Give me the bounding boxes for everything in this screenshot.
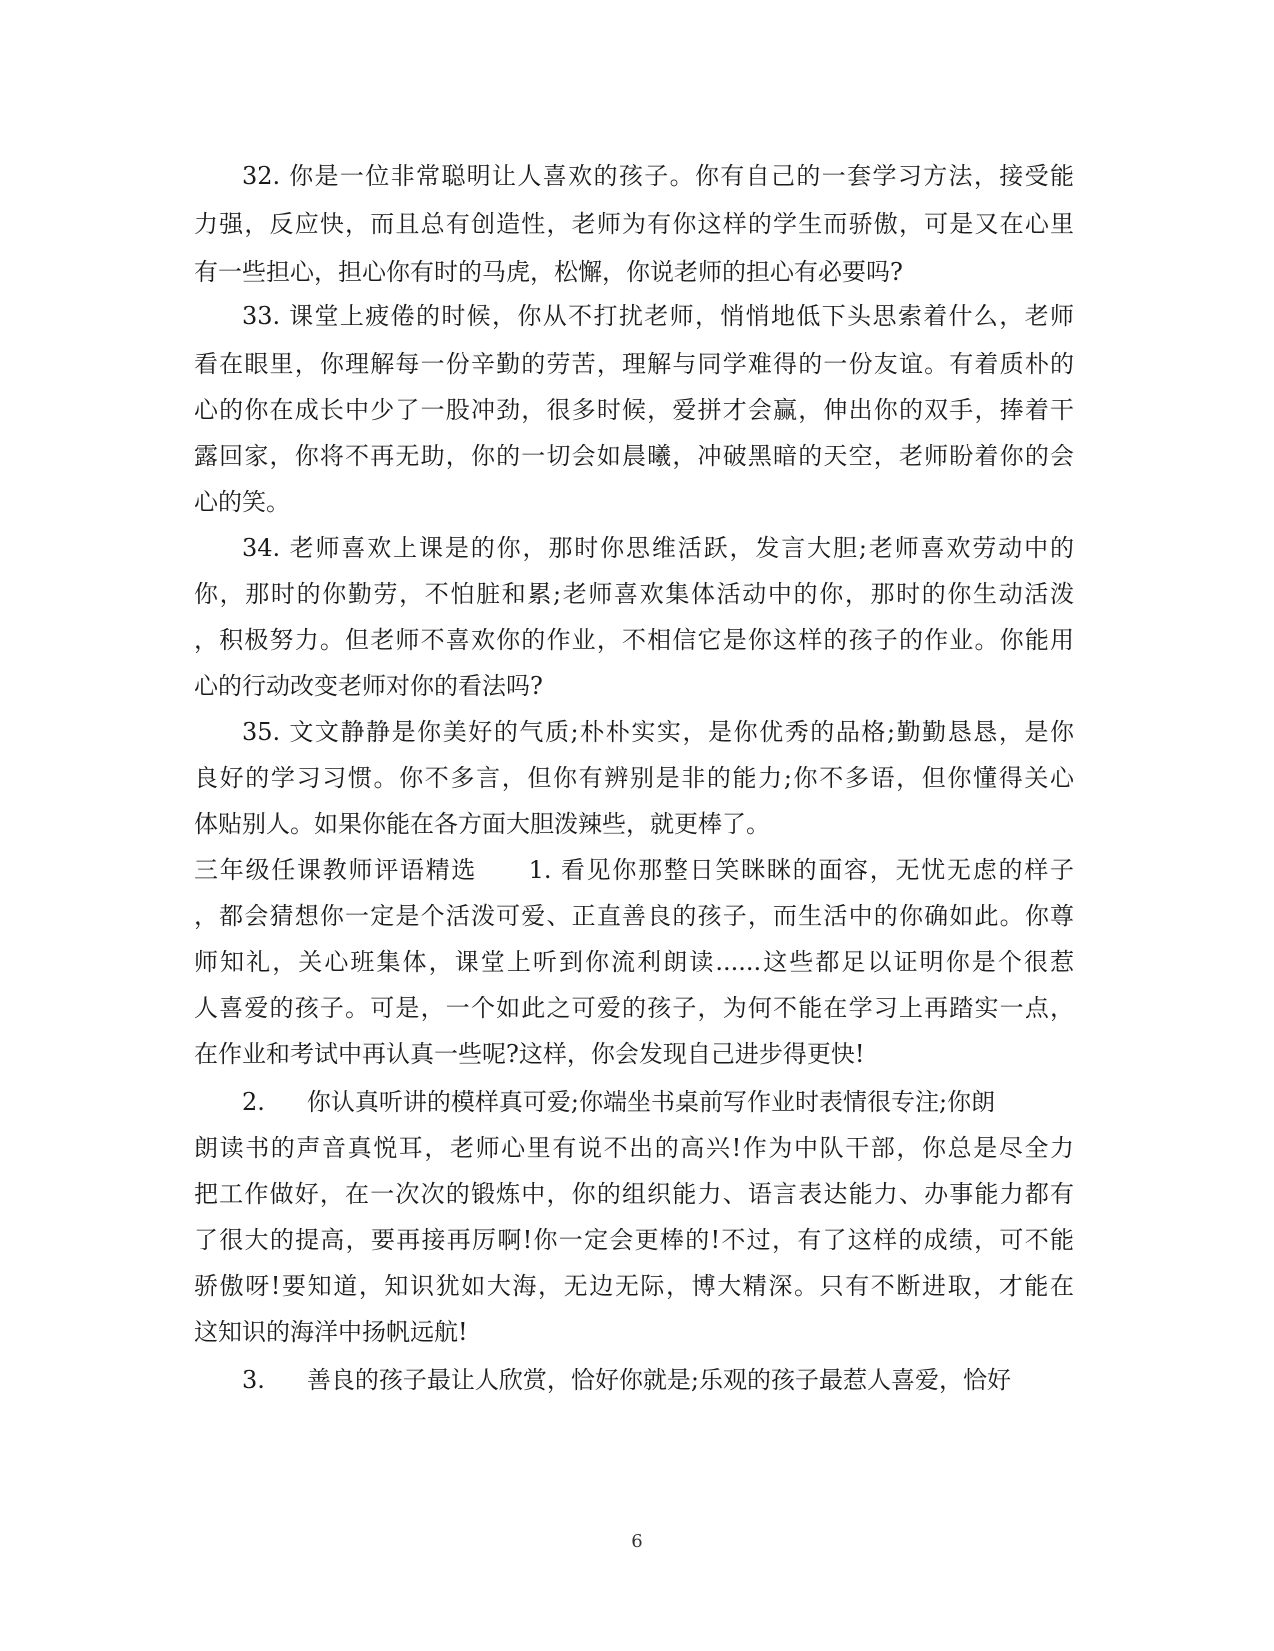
text-line: 体贴别人。如果你能在各方面大胆泼辣些，就更棒了。	[194, 810, 770, 838]
section-heading-line: 三年级任课教师评语精选 1. 看见你那整日笑眯眯的面容，无忧无虑的样子	[194, 856, 1074, 884]
text-line: 良好的学习习惯。你不多言，但你有辨别是非的能力;你不多语，但你懂得关心	[194, 764, 1074, 792]
text-line: 32. 你是一位非常聪明让人喜欢的孩子。你有自己的一套学习方法，接受能	[242, 162, 1074, 190]
text-line: 看在眼里，你理解每一份辛勤的劳苦，理解与同学难得的一份友谊。有着质朴的	[194, 350, 1074, 378]
text-line: 力强，反应快，而且总有创造性，老师为有你这样的学生而骄傲，可是又在心里	[194, 210, 1074, 238]
text-line: 心的行动改变老师对你的看法吗?	[194, 672, 543, 700]
text-line	[242, 1078, 1074, 1126]
text-line: 心的笑。	[194, 488, 290, 516]
text-line: 了很大的提高，要再接再厉啊!你一定会更棒的!不过，有了这样的成绩，可不能	[194, 1226, 1074, 1254]
text-line: 把工作做好，在一次次的锻炼中，你的组织能力、语言表达能力、办事能力都有	[194, 1180, 1074, 1208]
item-number: 3.	[242, 1366, 265, 1394]
item-text: 善良的孩子最让人欣赏，恰好你就是;乐观的孩子最惹人喜爱，恰好	[306, 1366, 1011, 1394]
text-line: 朗读书的声音真悦耳，老师心里有说不出的高兴!作为中队干部，你总是尽全力	[194, 1134, 1074, 1162]
text-line: 骄傲呀!要知道，知识犹如大海，无边无际，博大精深。只有不断进取，才能在	[194, 1272, 1074, 1300]
text-line: 人喜爱的孩子。可是，一个如此之可爱的孩子，为何不能在学习上再踏实一点，	[194, 994, 1074, 1022]
text-line: 露回家，你将不再无助，你的一切会如晨曦，冲破黑暗的天空，老师盼着你的会	[194, 442, 1074, 470]
text-line: 有一些担心，担心你有时的马虎，松懈，你说老师的担心有必要吗?	[194, 258, 903, 286]
text-line: 33. 课堂上疲倦的时候，你从不打扰老师，悄悄地低下头思索着什么，老师	[242, 302, 1074, 330]
text-line: ，积极努力。但老师不喜欢你的作业，不相信它是你这样的孩子的作业。你能用	[194, 626, 1074, 654]
text-line	[242, 1356, 1074, 1404]
text-line: 心的你在成长中少了一股冲劲，很多时候，爱拼才会赢，伸出你的双手，捧着干	[194, 396, 1074, 424]
item-number: 2.	[242, 1088, 265, 1116]
text-line: 你，那时的你勤劳，不怕脏和累;老师喜欢集体活动中的你，那时的你生动活泼	[194, 580, 1074, 608]
text-line: 34. 老师喜欢上课是的你，那时你思维活跃，发言大胆;老师喜欢劳动中的	[242, 534, 1074, 562]
text-line: 这知识的海洋中扬帆远航!	[194, 1318, 468, 1346]
text-line: 35. 文文静静是你美好的气质;朴朴实实，是你优秀的品格;勤勤恳恳，是你	[242, 718, 1074, 746]
page-number: 6	[631, 1531, 643, 1552]
text-line: ，都会猜想你一定是个活泼可爱、正直善良的孩子，而生活中的你确如此。你尊	[194, 902, 1074, 930]
text-line: 在作业和考试中再认真一些呢?这样，你会发现自己进步得更快!	[194, 1040, 865, 1068]
text-line: 师知礼，关心班集体，课堂上听到你流利朗读......这些都足以证明你是个很惹	[194, 948, 1074, 976]
item-text: 你认真听讲的模样真可爱;你端坐书桌前写作业时表情很专注;你朗	[306, 1088, 996, 1116]
